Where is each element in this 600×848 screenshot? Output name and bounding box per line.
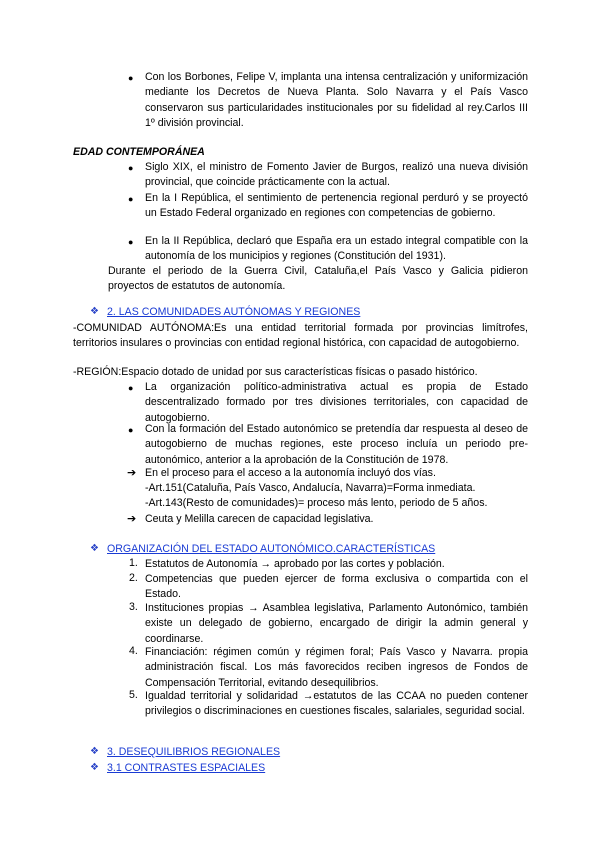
organizacion-link[interactable]: ORGANIZACIÓN DEL ESTADO AUTONÓMICO.CARACTERÍSTICAS (107, 543, 436, 555)
organizacion-item-4: Financiación: régimen común y régimen foral; País Vasco y Navarra. propia administración fiscal. Los más favorecidos reciben ingresos de Fondos de Compensación Territorial, evitando desequilibrios. (145, 646, 528, 689)
intro-bullet-text: Con los Borbones, Felipe V, implanta una intensa centralización y uniformización mediante los Decretos de Nueva Planta. Solo Navarra y el País Vasco conservaron sus particularidades institucionales por su fidelidad al rey.Carlos III 1º división provincial. (145, 71, 528, 130)
list-number: 3. (129, 601, 138, 613)
diamond-bullet-icon: ❖ (90, 746, 99, 757)
edad-bullet-2: En la I República, el sentimiento de pertenencia regional perduró y se proyectó un Estado Federal organizado en regiones con competencias de gobierno. (145, 192, 528, 220)
diamond-bullet-icon: ❖ (90, 543, 99, 554)
section2-bullet-1: La organización político-administrativa actual es propia de Estado descentralizado formado por tres divisiones territoriales, con capacidad de autogobierno. (145, 381, 528, 424)
section2-bullet-2: Con la formación del Estado autonómico se pretendía dar respuesta al deseo de autogobierno de muchas regiones, este proceso incluía un periodo pre-autonómico, anterior a la aprobación de la Constitución de 1978. (145, 423, 528, 466)
edad-bullet-3: En la II República, declaró que España era un estado integral compatible con la autonomía de los municipios y regiones (Constitución del 1931). (145, 235, 528, 263)
comunidad-autonoma-definition: -COMUNIDAD AUTÓNOMA:Es una entidad territorial formada por provincias limítrofes, territorios insulares o provincias con entidad regional histórica, con capacidad de autogobierno. (73, 322, 528, 350)
acceso-autonomia-line2: -Art.151(Cataluña, País Vasco, Andalucía, Navarra)=Forma inmediata. (145, 482, 476, 494)
bullet-icon: ● (128, 163, 134, 173)
bullet-icon: ● (128, 237, 134, 247)
contrastes-link[interactable]: 3.1 CONTRASTES ESPACIALES (107, 762, 266, 774)
ceuta-melilla-text: Ceuta y Melilla carecen de capacidad legislativa. (145, 513, 374, 525)
organizacion-item-2: Competencias que pueden ejercer de forma exclusiva o compartida con el Estado. (145, 573, 528, 601)
section-2-link[interactable]: 2. LAS COMUNIDADES AUTÓNOMAS Y REGIONES (107, 306, 361, 318)
list-number: 1. (129, 557, 138, 569)
arrow-bullet-icon: ➔ (127, 513, 137, 525)
edad-contemporanea-heading: EDAD CONTEMPORÁNEA (73, 146, 205, 158)
desequilibrios-link[interactable]: 3. DESEQUILIBRIOS REGIONALES (107, 746, 281, 758)
bullet-icon: ● (128, 383, 134, 393)
organizacion-item-1: Estatutos de Autonomía → aprobado por las cortes y población. (145, 558, 445, 570)
bullet-icon: ● (128, 194, 134, 204)
organizacion-item-3: Instituciones propias → Asamblea legislativa, Parlamento Autonómico, también existe un delegado de gobierno, encargado de dirigir la admin general y coordinarse. (145, 602, 528, 645)
list-number: 2. (129, 572, 138, 584)
bullet-icon: ● (128, 73, 134, 83)
list-number: 4. (129, 645, 138, 657)
organizacion-item-5: Igualdad territorial y solidaridad →estatutos de las CCAA no pueden contener privilegios o discriminaciones en cuestiones fiscales, salariales, seguridad social. (145, 690, 528, 718)
edad-paragraph: Durante el periodo de la Guerra Civil, Cataluña,el País Vasco y Galicia pidieron proyectos de estatutos de autonomía. (108, 265, 528, 293)
edad-bullet-1: Siglo XIX, el ministro de Fomento Javier de Burgos, realizó una nueva división provincial, que coincide prácticamente con la actual. (145, 161, 528, 189)
diamond-bullet-icon: ❖ (90, 306, 99, 317)
acceso-autonomia-line1: En el proceso para el acceso a la autonomía incluyó dos vías. (145, 467, 436, 479)
list-number: 5. (129, 689, 138, 701)
bullet-icon: ● (128, 425, 134, 435)
region-definition: -REGIÓN:Espacio dotado de unidad por sus características físicas o pasado histórico. (73, 366, 478, 378)
diamond-bullet-icon: ❖ (90, 762, 99, 773)
arrow-bullet-icon: ➔ (127, 467, 137, 479)
acceso-autonomia-line3: -Art.143(Resto de comunidades)= proceso más lento, periodo de 5 años. (145, 497, 488, 509)
